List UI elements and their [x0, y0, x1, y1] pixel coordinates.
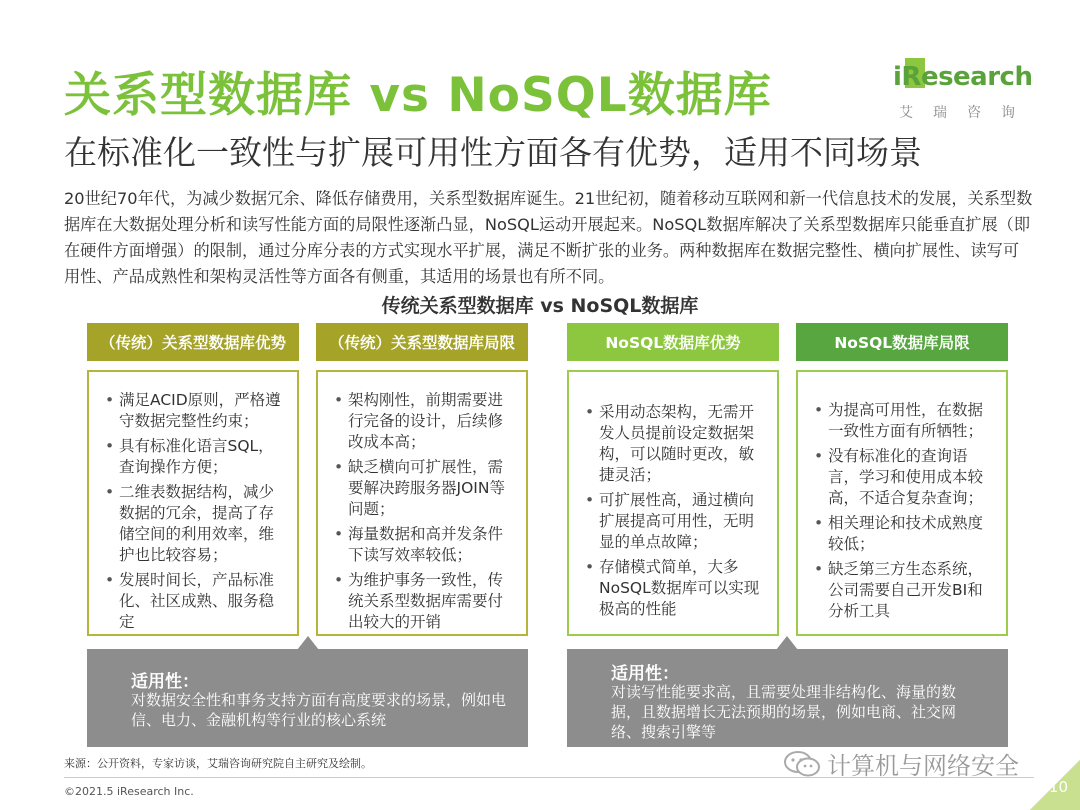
list-item: • 没有标准化的查询语言，学习和使用成本较高，不适合复杂查询；	[814, 446, 998, 509]
wechat-icon	[783, 750, 821, 778]
page-title: 关系型数据库 vs NoSQL数据库	[64, 68, 772, 123]
logo-i: i	[893, 62, 902, 92]
list-item: • 存储模式简单，大多NoSQL数据库可以实现极高的性能	[585, 557, 769, 620]
list-item: • 相关理论和技术成熟度较低；	[814, 513, 998, 555]
list-item: • 具有标准化语言SQL，查询操作方便；	[105, 436, 289, 478]
list-item: • 采用动态架构，无需开发人员提前设定数据架构，可以随时更改，敏捷灵活；	[585, 402, 769, 486]
suitability-pointer-right	[776, 636, 798, 650]
list-item: • 架构刚性，前期需要进行完备的设计，后续修改成本高；	[334, 390, 518, 453]
page-subtitle: 在标准化一致性与扩展可用性方面各有优势，适用不同场景	[64, 133, 922, 172]
column-header-nosql-advantages: NoSQL数据库优势	[567, 323, 779, 361]
column-box-rdb-limitations	[316, 370, 528, 636]
suitability-text: 对读写性能要求高，且需要处理非结构化、海量的数据，且数据增长无法预期的场景，例如电商、社交网络、搜索引擎等	[611, 683, 957, 741]
suitability-box-nosql	[567, 649, 1008, 747]
list-item: • 发展时间长，产品标准化、社区成熟、服务稳定	[105, 570, 289, 633]
suitability-title: 适用性：	[131, 672, 199, 692]
logo-research: Research	[901, 62, 1033, 92]
iresearch-logo	[893, 58, 1033, 128]
column-box-rdb-advantages	[87, 370, 299, 636]
list-item: • 为维护事务一致性，传统关系型数据库需要付出较大的开销	[334, 570, 518, 633]
suitability-title: 适用性：	[611, 664, 679, 684]
list-item: • 二维表数据结构，减少数据的冗余，提高了存储空间的利用效率，维护也比较容易；	[105, 482, 289, 566]
suitability-box-rdb	[87, 649, 528, 747]
page-number-corner	[1030, 760, 1080, 810]
intro-paragraph: 20世纪70年代，为减少数据冗余、降低存储费用，关系型数据库诞生。21世纪初，随着移动互联网和新一代信息技术的发展，关系型数据库在大数据处理分析和读写性能方面的局限性逐渐凸显，NoSQL运动开展起来。NoSQL数据库解决了关系型数据库只能垂直扩展（即在硬件方面增强）的限制，通过分库分表的方式实现水平扩展，满足不断扩张的业务。两种数据库在数据完整性、横向扩展性、读写可用性、产品成熟性和架构灵活性等方面各有侧重，其适用的场景也有所不同。	[64, 189, 1033, 286]
list-item: • 为提高可用性，在数据一致性方面有所牺牲；	[814, 400, 998, 442]
column-header-nosql-limitations: NoSQL数据库局限	[796, 323, 1008, 361]
suitability-text: 对数据安全性和事务支持方面有高度要求的场景，例如电信、电力、金融机构等行业的核心系统	[131, 691, 507, 729]
page-number: 10	[1048, 778, 1068, 796]
logo-wordmark	[893, 62, 1032, 92]
suitability-pointer-left	[297, 636, 319, 650]
column-header-rdb-limitations: （传统）关系型数据库局限	[316, 323, 528, 361]
column-header-rdb-advantages: （传统）关系型数据库优势	[87, 323, 299, 361]
comparison-title: 传统关系型数据库 vs NoSQL数据库	[381, 295, 699, 317]
list-item: • 可扩展性高，通过横向扩展提高可用性，无明显的单点故障；	[585, 490, 769, 553]
watermark	[783, 746, 1019, 781]
watermark-text: 计算机与网络安全	[827, 752, 1019, 780]
copyright: ©2021.5 iResearch Inc.	[64, 785, 194, 798]
list-item: • 缺乏横向可扩展性，需要解决跨服务器JOIN等问题；	[334, 457, 518, 520]
list-item: • 海量数据和高并发条件下读写效率较低；	[334, 524, 518, 566]
logo-subtitle: 艾瑞咨询	[899, 105, 1035, 121]
column-box-nosql-advantages	[567, 370, 779, 636]
column-box-nosql-limitations	[796, 370, 1008, 636]
list-item: • 满足ACID原则，严格遵守数据完整性约束；	[105, 390, 289, 432]
list-item: • 缺乏第三方生态系统，公司需要自己开发BI和分析工具	[814, 559, 998, 622]
source-note: 来源：公开资料，专家访谈，艾瑞咨询研究院自主研究及绘制。	[64, 757, 372, 770]
